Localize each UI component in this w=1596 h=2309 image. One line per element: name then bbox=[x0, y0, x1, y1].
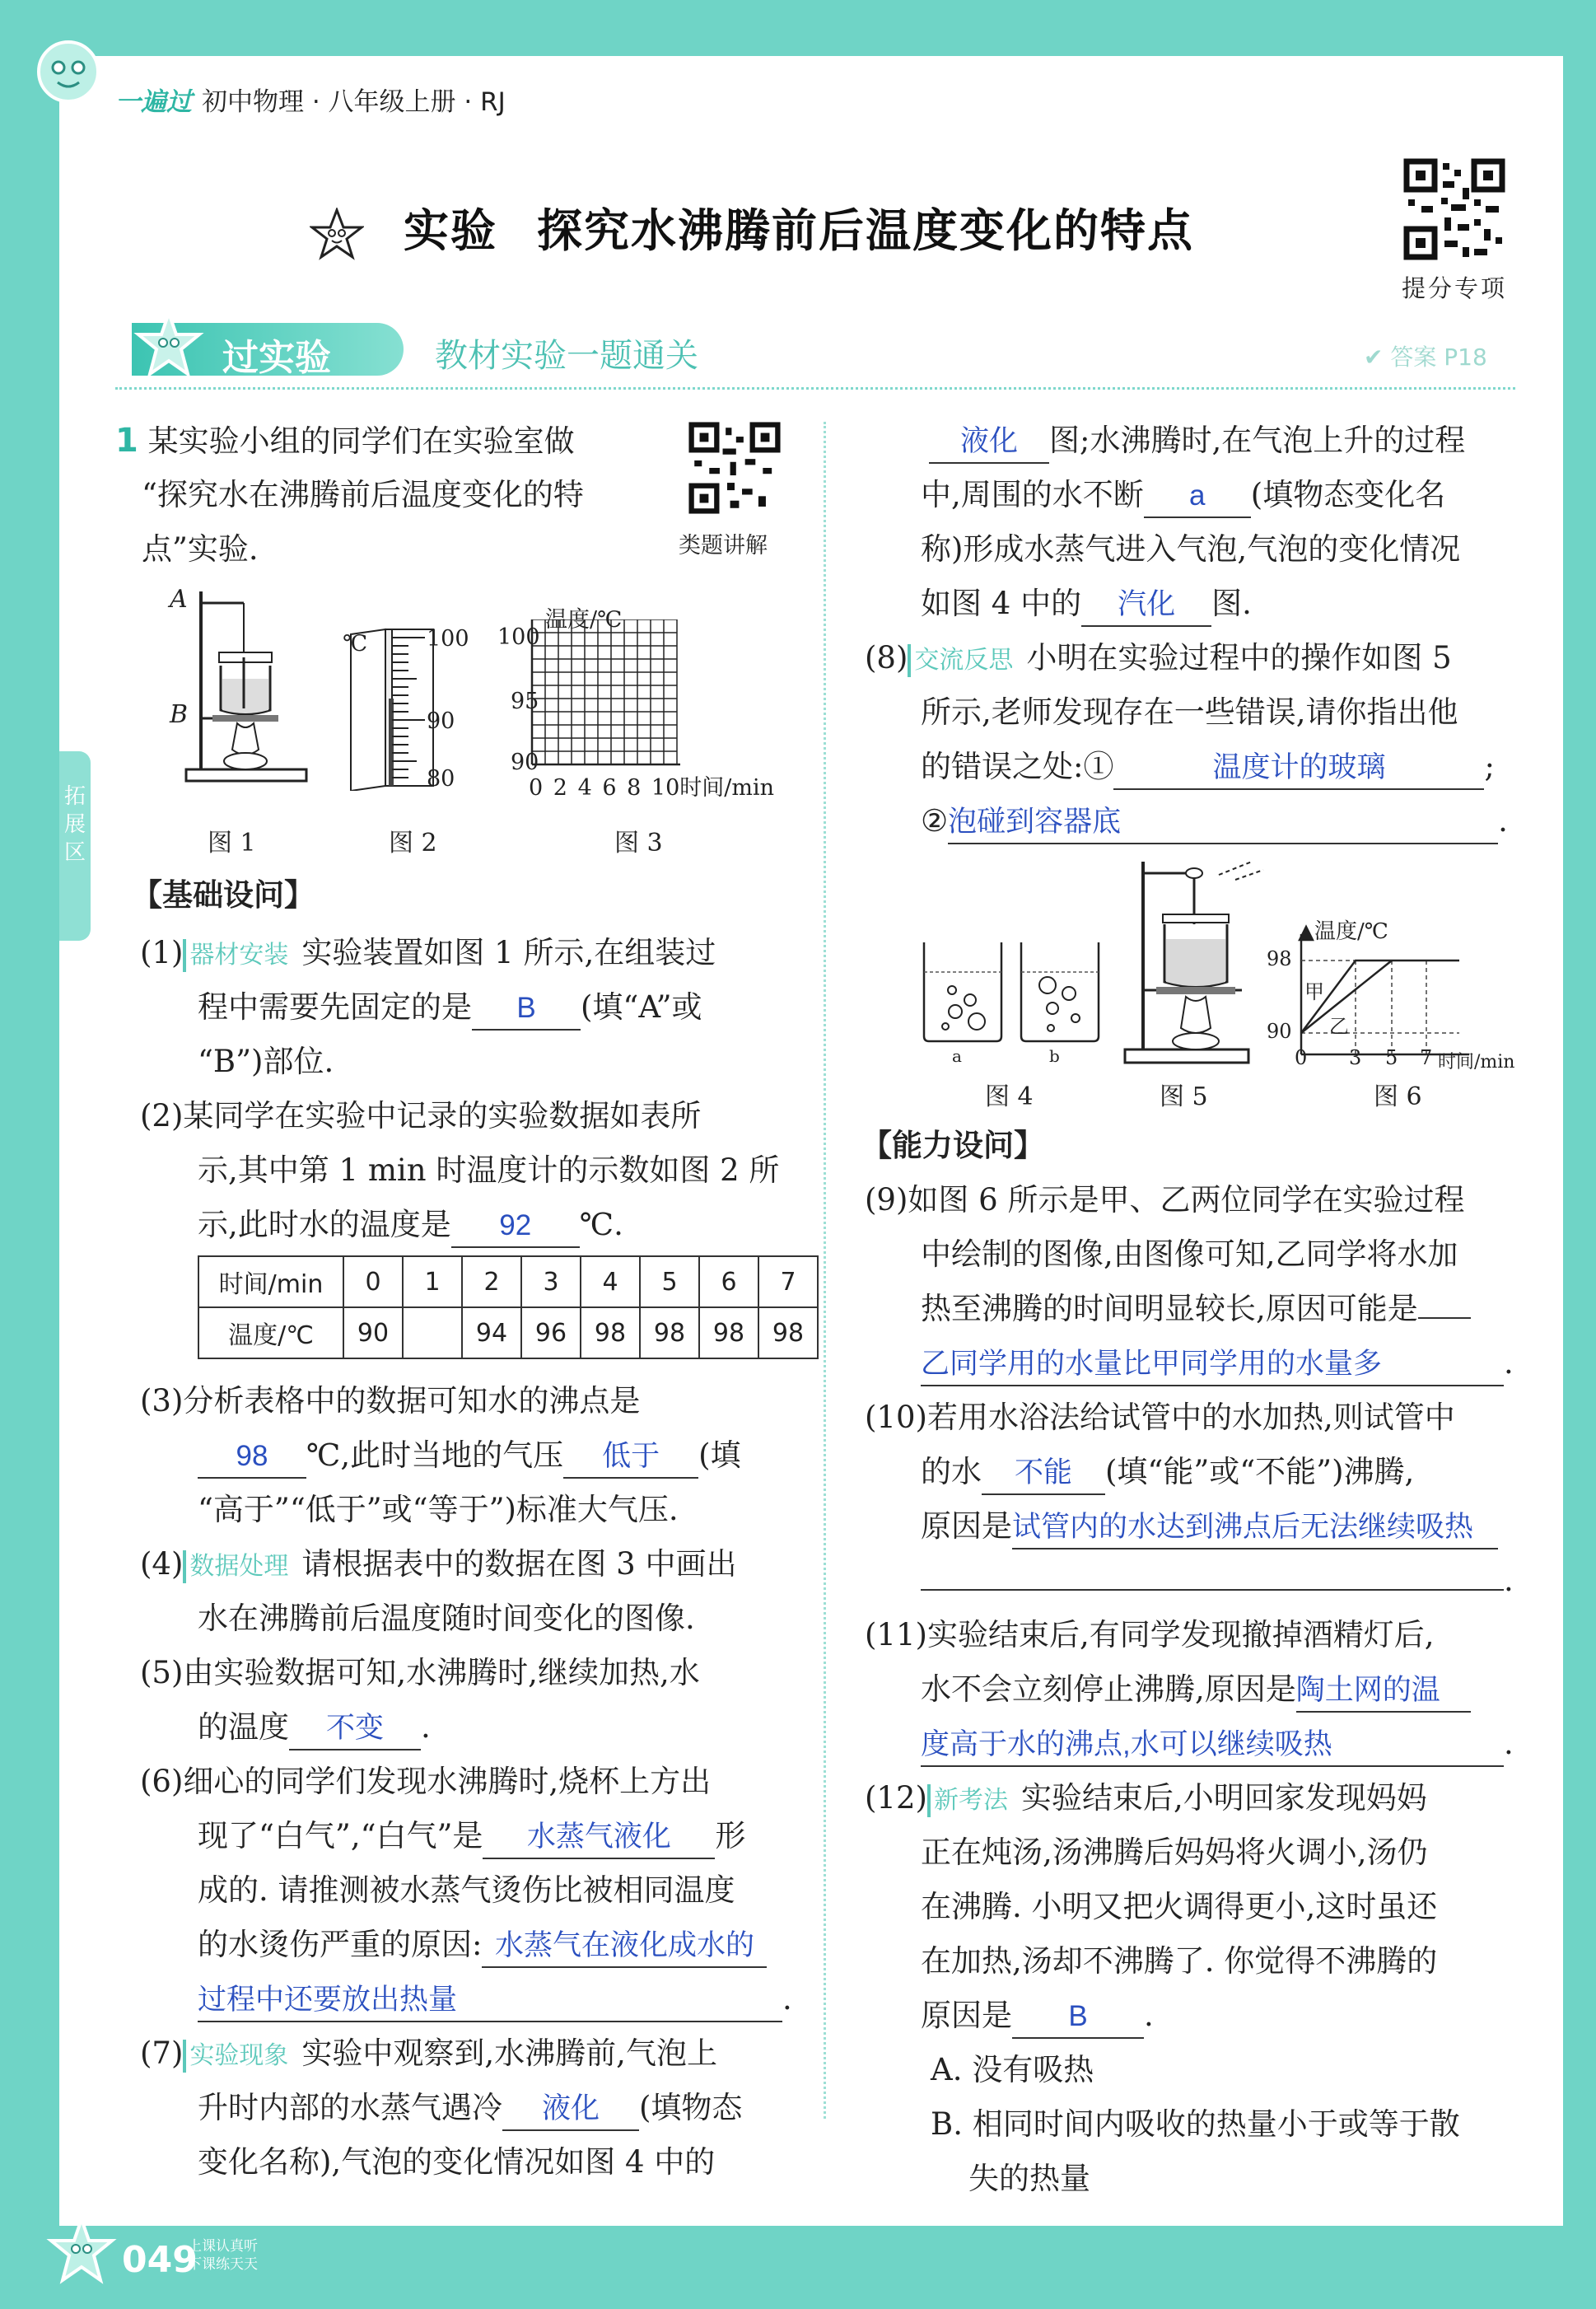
table-cell: 6 bbox=[699, 1256, 758, 1307]
intro-text: 某实验小组的同学们在实验室做 bbox=[147, 423, 575, 459]
answer-blank[interactable]: 水蒸气液化 bbox=[483, 1816, 715, 1859]
answer-blank[interactable]: 低于 bbox=[563, 1436, 698, 1479]
answer-blank[interactable]: B bbox=[472, 988, 581, 1031]
qr-code-icon[interactable] bbox=[688, 422, 781, 514]
figure-6-series-jia: 甲 bbox=[1304, 980, 1324, 1003]
answer-blank[interactable]: 陶土网的温 bbox=[1296, 1670, 1471, 1713]
table-row bbox=[198, 1256, 818, 1307]
figure-6-ytick-98: 98 bbox=[1267, 947, 1292, 970]
column-divider bbox=[824, 422, 826, 2119]
sub-text: . bbox=[1504, 1726, 1514, 1761]
answer-blank[interactable]: 温度计的玻璃 bbox=[1113, 747, 1484, 790]
sub-text: 实验中观察到,水沸腾前,气泡上 bbox=[301, 2036, 717, 2071]
slogan-line: 下课练天天 bbox=[188, 2256, 258, 2273]
answer-blank-overflow bbox=[1418, 1317, 1471, 1319]
answer-blank[interactable]: 不变 bbox=[289, 1708, 421, 1750]
sub-text: (填 bbox=[698, 1437, 741, 1473]
sub-text: 原因是 bbox=[921, 1508, 1012, 1544]
sub-number: (7) bbox=[140, 2036, 184, 2071]
figure-1-label-a: A bbox=[170, 585, 188, 614]
data-table bbox=[198, 1255, 819, 1359]
figure-3-xticks bbox=[529, 769, 774, 802]
sub-text: 程中需要先固定的是 bbox=[198, 989, 472, 1025]
table-cell: 温度/℃ bbox=[198, 1307, 343, 1358]
sub-2-line-1 bbox=[140, 1089, 701, 1143]
sub-text: 若用水浴法给试管中的水加热,则试管中 bbox=[926, 1400, 1455, 1435]
sub-7-line-2 bbox=[198, 2081, 742, 2135]
answer-blank-continued bbox=[921, 1589, 1504, 1591]
table-cell: 7 bbox=[758, 1256, 818, 1307]
figure-4-caption: 图 4 bbox=[985, 1082, 1034, 1111]
figure-2-tick-80: 80 bbox=[427, 766, 455, 792]
xtick: 2 bbox=[553, 775, 567, 801]
sub-text: 某同学在实验中记录的实验数据如表所 bbox=[183, 1098, 702, 1133]
figure-1-caption: 图 1 bbox=[208, 829, 256, 858]
sub-6-line-1 bbox=[140, 1755, 711, 1809]
sub-1-line-1 bbox=[140, 926, 716, 980]
sub-text: 分析表格中的数据可知水的沸点是 bbox=[183, 1383, 641, 1419]
sub-text: 实验结束后,小明回家发现妈妈 bbox=[1020, 1780, 1427, 1816]
table-row bbox=[198, 1307, 818, 1358]
sub-10-line-3 bbox=[921, 1499, 1498, 1554]
slogan-line: 上课认真听 bbox=[188, 2238, 258, 2255]
mascot-icon bbox=[33, 36, 104, 107]
sub-9-line-3 bbox=[921, 1282, 1471, 1336]
sub-text: 热至沸腾的时间明显较长,原因可能是 bbox=[921, 1291, 1418, 1326]
question-1-line-3: 点”实验. bbox=[142, 531, 259, 567]
xtick: 10 bbox=[651, 775, 680, 801]
sub-6-line-4 bbox=[198, 1918, 767, 1972]
section-label: 过实验 bbox=[222, 337, 331, 379]
answer-blank[interactable]: 92 bbox=[451, 1205, 580, 1248]
answer-blank[interactable]: 液化 bbox=[929, 421, 1049, 464]
answer-blank[interactable]: 乙同学用的水量比甲同学用的水量多 bbox=[921, 1344, 1504, 1386]
sub-1-line-2 bbox=[198, 980, 702, 1035]
sub-text: 由实验数据可知,水沸腾时,继续加热,水 bbox=[183, 1655, 700, 1690]
answer-blank[interactable]: 液化 bbox=[502, 2088, 639, 2131]
sub-11-line-3 bbox=[921, 1717, 1514, 1771]
header-subject: 初中物理 · 八年级上册 · RJ bbox=[202, 87, 506, 117]
question-1-line-2: “探究水在沸腾前后温度变化的特 bbox=[142, 477, 584, 512]
table-cell: 2 bbox=[462, 1256, 521, 1307]
left-frame-band bbox=[0, 0, 59, 2309]
sub-text: ; bbox=[1484, 749, 1495, 784]
table-cell: 4 bbox=[581, 1256, 640, 1307]
sub-10-line-1 bbox=[865, 1391, 1455, 1445]
table-cell: 98 bbox=[758, 1307, 818, 1358]
sub-text: ℃,此时当地的气压 bbox=[306, 1437, 564, 1473]
figure-4-bubbles bbox=[919, 939, 1108, 1054]
figure-6-caption: 图 6 bbox=[1374, 1082, 1422, 1111]
xtick: 8 bbox=[627, 775, 642, 801]
sub-text: 的错误之处:① bbox=[921, 749, 1114, 784]
page-title bbox=[305, 194, 1194, 259]
figure-5-apparatus bbox=[1120, 858, 1273, 1069]
sub-text: 如图 4 中的 bbox=[921, 586, 1082, 621]
sub-12-line-5 bbox=[921, 1989, 1154, 2043]
figure-2-tick-100: 100 bbox=[427, 626, 469, 652]
sub-text: 升时内部的水蒸气遇冷 bbox=[198, 2090, 502, 2125]
figure-6-xtick: 5 bbox=[1385, 1046, 1398, 1069]
qr-label: 类题讲解 bbox=[679, 533, 768, 559]
sub-text: 原因是 bbox=[921, 1998, 1012, 2033]
sub-3-line-2 bbox=[198, 1428, 741, 1483]
figure-4-label-b: b bbox=[1049, 1046, 1060, 1066]
basic-heading: 【基础设问】 bbox=[132, 877, 315, 913]
qr-label: 提分专项 bbox=[1402, 274, 1508, 302]
question-1-line-1 bbox=[115, 414, 575, 469]
sub-3-line-3: “高于”“低于”或“等于”)标准大气压. bbox=[198, 1492, 679, 1527]
figure-4-label-a: a bbox=[952, 1046, 962, 1066]
ability-heading: 【能力设问】 bbox=[861, 1128, 1044, 1163]
figure-6-xlabel: 时间/min bbox=[1438, 1052, 1515, 1073]
sub-number: (1) bbox=[140, 935, 184, 970]
sub-7-line-4 bbox=[929, 414, 1465, 468]
figure-3-ytick-95: 95 bbox=[511, 689, 539, 714]
table-cell: 98 bbox=[581, 1307, 640, 1358]
brand-logo: 一遍过 bbox=[115, 87, 192, 117]
answer-blank[interactable]: 汽化 bbox=[1081, 584, 1211, 627]
sub-text: . bbox=[1498, 803, 1508, 839]
sub-7-line-1 bbox=[140, 2026, 717, 2081]
sub-9-line-4 bbox=[921, 1336, 1514, 1391]
sub-text: 图;水沸腾时,在气泡上升的过程 bbox=[1049, 423, 1466, 458]
sub-text: . bbox=[1504, 1563, 1514, 1598]
sub-number: (6) bbox=[140, 1764, 184, 1799]
sub-7-line-5 bbox=[921, 468, 1445, 522]
tag-badge: 交流反思 bbox=[908, 644, 1020, 677]
title-prefix: 实验 bbox=[404, 204, 498, 257]
sub-number: (12) bbox=[865, 1780, 927, 1816]
sub-text: 示,此时水的温度是 bbox=[198, 1207, 451, 1242]
sub-number: (2) bbox=[140, 1098, 184, 1133]
sub-12-line-3: 在沸腾. 小明又把火调得更小,这时虽还 bbox=[921, 1889, 1438, 1924]
sub-text: (填“A”或 bbox=[581, 989, 702, 1025]
table-cell: 1 bbox=[403, 1256, 462, 1307]
figure-3-ylabel: 温度/℃ bbox=[545, 607, 623, 633]
sub-4-line-2: 水在沸腾前后温度随时间变化的图像. bbox=[198, 1601, 695, 1636]
sub-8-line-3 bbox=[921, 740, 1495, 794]
sub-5-line-1 bbox=[140, 1646, 700, 1700]
figure-3-caption: 图 3 bbox=[614, 829, 663, 858]
answer-blank[interactable]: 过程中还要放出热量 bbox=[198, 1979, 782, 2022]
table-cell bbox=[403, 1307, 462, 1358]
answer-reference bbox=[1364, 339, 1487, 372]
sub-text: 的水烫伤严重的原因: bbox=[198, 1927, 483, 1962]
answer-blank[interactable]: B bbox=[1012, 1996, 1144, 2039]
table-cell: 3 bbox=[521, 1256, 581, 1307]
table-cell: 90 bbox=[343, 1307, 403, 1358]
sub-text: 现了“白气”,“白气”是 bbox=[198, 1818, 483, 1853]
sub-text: 细心的同学们发现水沸腾时,烧杯上方出 bbox=[183, 1764, 712, 1799]
answer-ref-text: 答案 P18 bbox=[1390, 344, 1487, 371]
sub-1-line-3: “B”)部位. bbox=[198, 1044, 334, 1079]
sub-12-line-2: 正在炖汤,汤沸腾后妈妈将火调小,汤仍 bbox=[921, 1835, 1428, 1870]
table-cell: 96 bbox=[521, 1307, 581, 1358]
sub-text: (填物态变化名 bbox=[1250, 477, 1446, 512]
sub-10-line-2 bbox=[921, 1445, 1414, 1499]
figure-3-grid-chart bbox=[529, 619, 684, 776]
sub-9-line-2: 中绘制的图像,由图像可知,乙同学将水加 bbox=[921, 1236, 1458, 1272]
qr-code-icon[interactable] bbox=[1403, 158, 1505, 260]
sub-text: 请根据表中的数据在图 3 中画出 bbox=[301, 1546, 737, 1582]
xtick: 6 bbox=[602, 775, 617, 801]
sub-text: 水不会立刻停止沸腾,原因是 bbox=[921, 1671, 1296, 1707]
sub-text: 实验结束后,有同学发现撤掉酒精灯后, bbox=[926, 1617, 1435, 1652]
sub-number: (11) bbox=[865, 1617, 927, 1652]
figure-5-caption: 图 5 bbox=[1160, 1082, 1208, 1111]
table-cell: 5 bbox=[640, 1256, 699, 1307]
sub-2-line-3 bbox=[198, 1198, 623, 1252]
tag-badge: 器材安装 bbox=[183, 939, 295, 972]
sub-12-line-1 bbox=[865, 1771, 1427, 1825]
sub-7-line-3: 变化名称),气泡的变化情况如图 4 中的 bbox=[198, 2144, 716, 2180]
sub-text: 中,周围的水不断 bbox=[921, 477, 1144, 512]
sub-text: . bbox=[782, 1981, 792, 2017]
figure-1-label-b: B bbox=[170, 700, 189, 729]
answer-blank[interactable]: a bbox=[1144, 475, 1251, 518]
answer-blank[interactable]: 试管内的水达到沸点后无法继续吸热 bbox=[1012, 1507, 1498, 1549]
sub-text: (填“能”或“不能”)沸腾, bbox=[1105, 1454, 1415, 1489]
sub-number: (3) bbox=[140, 1383, 184, 1419]
sub-8-line-4 bbox=[921, 794, 1508, 848]
header-breadcrumb bbox=[115, 81, 506, 118]
sub-10-line-4 bbox=[921, 1554, 1514, 1608]
answer-blank[interactable]: 度高于水的沸点,水可以继续吸热 bbox=[921, 1724, 1504, 1767]
option-a[interactable]: A. 没有吸热 bbox=[931, 2052, 1094, 2087]
sub-7-line-6: 称)形成水蒸气进入气泡,气泡的变化情况 bbox=[921, 531, 1461, 567]
sub-5-line-2 bbox=[198, 1700, 431, 1755]
sub-7-line-7 bbox=[921, 577, 1252, 631]
sub-11-line-2 bbox=[921, 1662, 1471, 1717]
figure-3-ytick-90: 90 bbox=[511, 750, 539, 775]
right-frame-band bbox=[1563, 0, 1596, 2309]
side-tab-label: 拓展区 bbox=[63, 784, 86, 865]
sub-number: (4) bbox=[140, 1546, 184, 1582]
sub-6-line-5 bbox=[198, 1972, 792, 2026]
sub-8-line-2: 所示,老师发现存在一些错误,请你指出他 bbox=[921, 694, 1458, 730]
table-cell: 94 bbox=[462, 1307, 521, 1358]
answer-blank[interactable]: 水蒸气在液化成水的 bbox=[482, 1925, 767, 1968]
figure-2-unit: ℃ bbox=[343, 631, 368, 657]
sub-3-line-1 bbox=[140, 1374, 640, 1428]
xtick: 0 bbox=[529, 775, 544, 801]
tag-badge: 实验现象 bbox=[183, 2040, 295, 2073]
figure-1-apparatus bbox=[161, 587, 315, 788]
sub-text: 图. bbox=[1211, 586, 1252, 621]
footer-slogan bbox=[188, 2237, 258, 2274]
sub-text: (填物态 bbox=[639, 2090, 743, 2125]
tag-badge: 数据处理 bbox=[183, 1550, 295, 1583]
table-cell: 0 bbox=[343, 1256, 403, 1307]
sub-text: 形 bbox=[715, 1818, 746, 1853]
option-b-line-1[interactable]: B. 相同时间内吸收的热量小于或等于散 bbox=[931, 2106, 1460, 2142]
figure-3-ytick-100: 100 bbox=[497, 624, 540, 650]
sub-text: . bbox=[1144, 1998, 1154, 2033]
top-frame-band bbox=[0, 0, 1596, 56]
figure-6-xtick: 3 bbox=[1349, 1046, 1362, 1069]
xtick: 4 bbox=[577, 775, 592, 801]
page-number: 049 bbox=[122, 2239, 198, 2281]
sub-text: 实验装置如图 1 所示,在组装过 bbox=[301, 935, 716, 970]
option-b-line-2: 失的热量 bbox=[968, 2161, 1090, 2196]
answer-blank[interactable]: 泡碰到容器底 bbox=[948, 802, 1498, 844]
figure-6-ytick-90: 90 bbox=[1267, 1020, 1292, 1043]
sub-text: ℃. bbox=[579, 1207, 623, 1242]
ylabel-text: 温度/℃ bbox=[1314, 919, 1388, 944]
sub-9-line-1 bbox=[865, 1173, 1464, 1227]
sub-number: (9) bbox=[865, 1182, 908, 1218]
tag-badge: 新考法 bbox=[927, 1784, 1015, 1817]
figure-6-series-yi: 乙 bbox=[1329, 1015, 1349, 1038]
arrow-up-icon: ▲ bbox=[1298, 919, 1314, 944]
sub-2-line-2: 示,其中第 1 min 时温度计的示数如图 2 所 bbox=[198, 1152, 780, 1188]
figure-3-xlabel: 时间/min bbox=[679, 775, 774, 801]
section-subtitle: 教材实验一题通关 bbox=[435, 337, 698, 375]
table-cell: 时间/min bbox=[198, 1256, 343, 1307]
table-cell: 98 bbox=[640, 1307, 699, 1358]
check-icon: ✔ bbox=[1364, 344, 1391, 371]
sub-text: ② bbox=[921, 803, 949, 839]
sub-4-line-1 bbox=[140, 1537, 736, 1592]
sub-text: 的水 bbox=[921, 1454, 982, 1489]
title-main: 探究水沸腾前后温度变化的特点 bbox=[537, 204, 1195, 257]
sub-12-line-4: 在加热,汤却不沸腾了. 你觉得不沸腾的 bbox=[921, 1943, 1438, 1979]
sub-number: (10) bbox=[865, 1400, 927, 1435]
section-divider bbox=[115, 387, 1515, 390]
sub-text: . bbox=[421, 1709, 431, 1745]
sub-6-line-3: 成的. 请推测被水蒸气烫伤比被相同温度 bbox=[198, 1872, 735, 1908]
sub-text: 的温度 bbox=[198, 1709, 289, 1745]
sub-text: 如图 6 所示是甲、乙两位同学在实验过程 bbox=[908, 1182, 1465, 1218]
figure-6-xtick: 0 bbox=[1295, 1046, 1308, 1069]
figure-6-ylabel bbox=[1298, 914, 1388, 945]
sub-number: (8) bbox=[865, 640, 908, 675]
table-cell: 98 bbox=[699, 1307, 758, 1358]
sub-text: . bbox=[1504, 1345, 1514, 1381]
mascot-icon bbox=[133, 310, 204, 384]
question-number: 1 bbox=[115, 422, 138, 460]
figure-2-caption: 图 2 bbox=[389, 829, 437, 858]
sub-6-line-2 bbox=[198, 1809, 745, 1863]
answer-blank[interactable]: 98 bbox=[198, 1436, 306, 1479]
answer-blank[interactable]: 不能 bbox=[982, 1452, 1105, 1495]
sub-number: (5) bbox=[140, 1655, 184, 1690]
sub-text: 小明在实验过程中的操作如图 5 bbox=[1026, 640, 1452, 675]
figure-2-tick-90: 90 bbox=[427, 708, 455, 734]
figure-6-xtick: 7 bbox=[1420, 1046, 1433, 1069]
sub-8-line-1 bbox=[865, 631, 1452, 685]
sub-11-line-1 bbox=[865, 1608, 1434, 1662]
mascot-icon bbox=[46, 2216, 117, 2287]
